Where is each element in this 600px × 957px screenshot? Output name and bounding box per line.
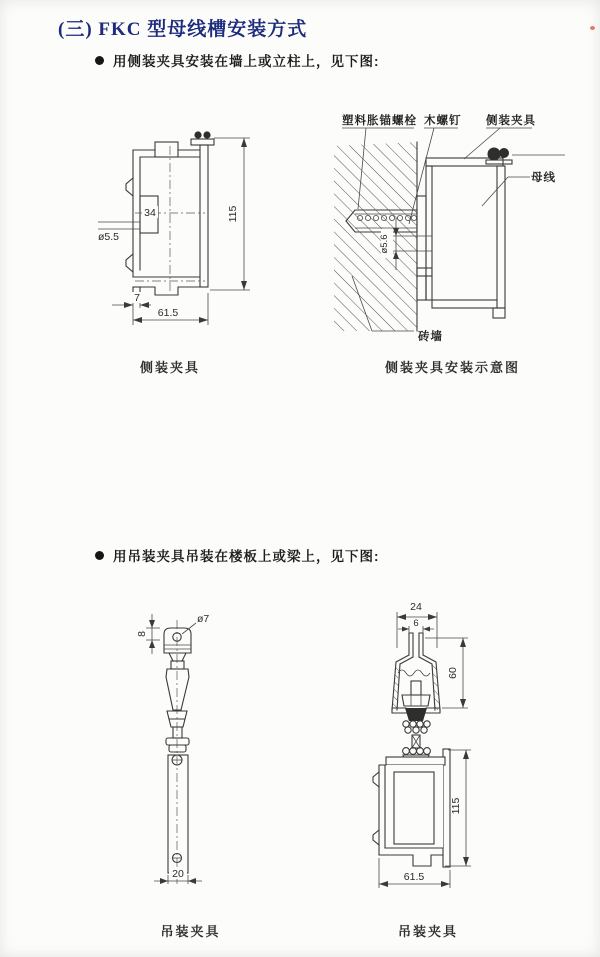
dim-plate: 8	[136, 631, 148, 637]
bullet-icon	[95, 551, 104, 560]
label-wood-screw: 木螺钉	[424, 115, 462, 127]
dim-top-width: 24	[410, 601, 422, 613]
hang-rod-diagram	[118, 596, 266, 902]
dim-slot: 34	[144, 207, 156, 219]
brick-wall-hatch	[334, 142, 417, 331]
dim-hole: ø7	[197, 613, 210, 625]
dim-height: 115	[227, 205, 239, 223]
dim-slot: 6	[413, 618, 419, 629]
label-wall: 砖墙	[418, 331, 443, 343]
bullet-line-2	[95, 545, 380, 565]
busway-box	[373, 749, 450, 867]
dim-hanger-height: 60	[447, 667, 459, 679]
dim-hole: ø5.5	[98, 231, 120, 243]
side-clamp-diagram	[95, 105, 310, 350]
rod-body	[166, 653, 189, 873]
hang-install-diagram	[353, 586, 553, 900]
hanger-bracket	[392, 633, 440, 713]
bullet-icon	[95, 56, 104, 65]
bullet1-text: 用侧装夹具安装在墙上或立柱上，见下图:	[113, 54, 380, 69]
bolt-stack	[402, 695, 430, 762]
caption-hang-install: 吊装夹具	[397, 924, 458, 939]
label-busbar: 母线	[531, 172, 556, 184]
bullet2-text: 用吊装夹具吊装在楼板上或梁上，见下图:	[113, 549, 380, 564]
dim-hole: ø5.6	[379, 234, 390, 254]
dim-width: 20	[172, 868, 184, 880]
dim-thickness: 7	[134, 292, 140, 304]
clamp-and-busway	[417, 158, 505, 318]
label-anchor: 塑料胀锚螺栓	[342, 115, 417, 127]
page-title: (三) FKC 型母线槽安装方式	[58, 19, 308, 40]
eyelet	[164, 628, 191, 653]
dim-width: 61.5	[403, 871, 425, 883]
label-clamp: 侧装夹具	[486, 115, 536, 127]
scan-artifact-dot	[590, 26, 595, 30]
caption-hang-rod: 吊装夹具	[160, 924, 221, 939]
side-install-diagram	[330, 98, 582, 360]
dim-width: 61.5	[157, 307, 179, 319]
bullet-line-1	[95, 50, 380, 70]
caption-side-install: 侧装夹具安装示意图	[384, 360, 520, 375]
dim-height: 115	[450, 797, 462, 815]
dimensions	[136, 613, 209, 884]
dimensions	[96, 138, 250, 325]
caption-side-clamp: 侧装夹具	[139, 360, 200, 375]
